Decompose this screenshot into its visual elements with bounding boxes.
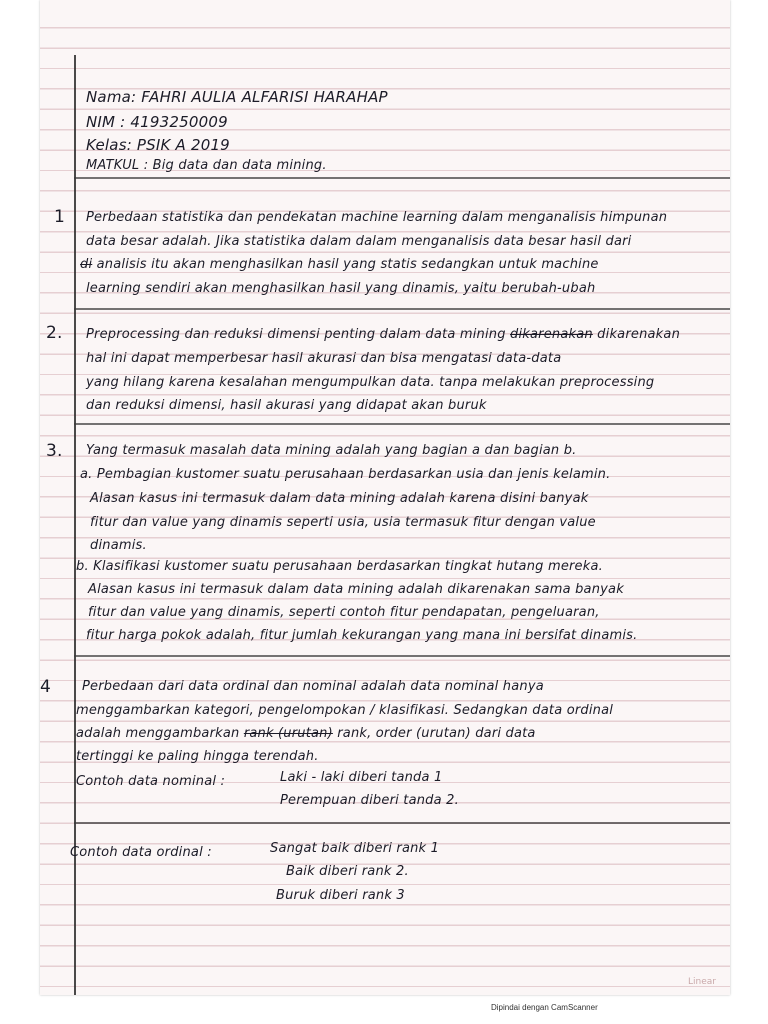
answer-4-line: Perbedaan dari data ordinal dan nominal adalah data nominal hanya	[82, 679, 544, 694]
answer-3-line: dinamis.	[90, 538, 147, 553]
answer-4-line: menggambarkan kategori, pengelompokan / klasifikasi. Sedangkan data ordinal	[76, 703, 614, 718]
ordinal-example-item: Baik diberi rank 2.	[286, 864, 409, 879]
answer-3-line: Yang termasuk masalah data mining adalah yang bagian a dan bagian b.	[86, 443, 577, 458]
answer-divider	[74, 308, 730, 310]
ordinal-example-label: Contoh data ordinal :	[70, 845, 212, 860]
answer-divider	[74, 423, 730, 425]
answer-2-number: 2.	[46, 323, 63, 343]
answer-2-line: hal ini dapat memperbesar hasil akurasi dan bisa mengatasi data-data	[86, 351, 562, 366]
answer-3-line: Alasan kasus ini termasuk dalam data mining adalah karena disini banyak	[90, 491, 589, 506]
nominal-example-item: Laki - laki diberi tanda 1	[280, 770, 443, 785]
answer-2-line: dan reduksi dimensi, hasil akurasi yang didapat akan buruk	[86, 398, 487, 413]
answer-3-line: Alasan kasus ini termasuk dalam data mining adalah dikarenakan sama banyak	[88, 582, 624, 597]
student-nim: NIM : 4193250009	[86, 113, 228, 131]
answer-4-number: 4	[40, 677, 52, 697]
page-stamp: Linear	[688, 977, 716, 987]
answer-3-line: b. Klasifikasi kustomer suatu perusahaan berdasarkan tingkat hutang mereka.	[76, 559, 603, 574]
answer-1-line: data besar adalah. Jika statistika dalam dalam menganalisis data besar hasil dari	[86, 234, 632, 249]
answer-3-line: a. Pembagian kustomer suatu perusahaan berdasarkan usia dan jenis kelamin.	[80, 467, 611, 482]
answer-2-line: Preprocessing dan reduksi dimensi penting dalam data mining dikarenakan dikarenakan	[86, 327, 681, 342]
answer-4-line: adalah menggambarkan rank (urutan) rank, order (urutan) dari data	[76, 726, 536, 741]
course-name: MATKUL : Big data dan data mining.	[86, 158, 327, 173]
ordinal-example-item: Buruk diberi rank 3	[276, 888, 405, 903]
struck-word: dikarenakan	[510, 327, 593, 342]
ordinal-example-item: Sangat baik diberi rank 1	[270, 841, 440, 856]
answer-4-line: tertinggi ke paling hingga terendah.	[76, 749, 319, 764]
header-divider	[74, 177, 730, 179]
answer-divider	[74, 822, 730, 824]
student-name: Nama: FAHRI AULIA ALFARISI HARAHAP	[86, 88, 388, 106]
student-class: Kelas: PSIK A 2019	[86, 136, 230, 154]
answer-1-line: di analisis itu akan menghasilkan hasil yang statis sedangkan untuk machine	[80, 257, 599, 272]
answer-1-number: 1	[54, 207, 66, 227]
struck-word: rank (urutan)	[243, 726, 333, 741]
answer-3-line: fitur dan value yang dinamis seperti usia, usia termasuk fitur dengan value	[90, 515, 596, 530]
nominal-example-label: Contoh data nominal :	[76, 774, 226, 789]
answer-3-number: 3.	[46, 441, 63, 461]
answer-divider	[74, 655, 730, 657]
struck-word: di	[80, 257, 93, 272]
answer-2-line: yang hilang karena kesalahan mengumpulkan data. tanpa melakukan preprocessing	[86, 375, 655, 390]
answer-3-line: fitur dan value yang dinamis, seperti contoh fitur pendapatan, pengeluaran,	[88, 605, 600, 620]
nominal-example-item: Perempuan diberi tanda 2.	[280, 793, 459, 808]
scanner-watermark: Dipindai dengan CamScanner	[491, 1003, 598, 1012]
answer-1-line: learning sendiri akan menghasilkan hasil yang dinamis, yaitu berubah-ubah	[86, 281, 596, 296]
notebook-page	[40, 0, 730, 995]
answer-3-line: fitur harga pokok adalah, fitur jumlah kekurangan yang mana ini bersifat dinamis.	[86, 628, 638, 643]
answer-1-line: Perbedaan statistika dan pendekatan machine learning dalam menganalisis himpunan	[86, 210, 668, 225]
